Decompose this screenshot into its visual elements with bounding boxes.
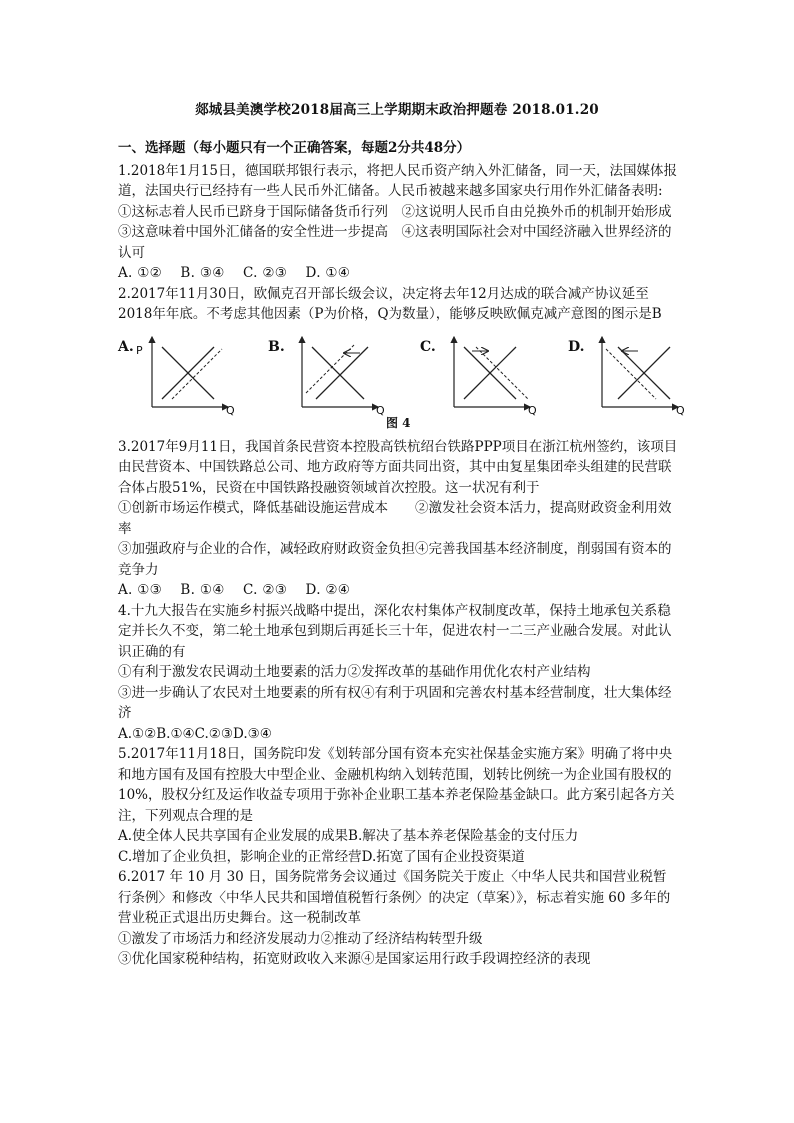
question-5-stem: 5.2017年11月18日，国务院印发《划转部分国有资本充实社保基金实施方案》明确了将中央和地方国有及国有控股大中型企业、金融机构纳入划转范围，划转比例统一为企业国有股权的10%，股权分红及运作收益专项用于弥补企业职工基本养老保险基金缺口。此方案引起各方关注，下列观点合理的是	[118, 746, 675, 824]
panel-a-p-label: P	[136, 343, 143, 357]
section-heading: 一、选择题（每小题只有一个正确答案，每题2分共48分）	[118, 140, 471, 156]
figure-caption: 图 4	[386, 415, 411, 430]
question-2-stem: 2.2017年11月30日，欧佩克召开部长级会议，决定将去年12月达成的联合减产协议延至2018年年底。不考虑其他因素（P为价格，Q为数量），能够反映欧佩克减产意图的图示是B	[118, 285, 662, 322]
panel-b-label: B.	[268, 338, 285, 355]
exam-title: 郯城县美澳学校2018届高三上学期期末政治押题卷 2018.01.20	[195, 102, 599, 118]
demand-curve	[312, 347, 364, 399]
shifted-demand-curve	[606, 349, 656, 399]
shifted-demand-curve	[476, 347, 528, 399]
question-6-items-2: ③优化国家税种结构，拓宽财政收入来源④是国家运用行政手段调控经济的表现	[118, 951, 591, 967]
question-1-stem: 1.2018年1月15日，德国联邦银行表示，将把人民币资产纳入外汇储备，同一天，法国媒体报道，法国央行已经持有一些人民币外汇储备。人民币被越来越多国家央行用作外汇储备表明:	[118, 162, 678, 199]
question-3-stem: 3.2017年9月11日，我国首条民营资本控股高铁杭绍台铁路PPP项目在浙江杭州签约，该项目由民营资本、中国铁路总公司、地方政府等方面共同出资，其中由复星集团牵头组建的民营联合体占股51%，民资在中国铁路投融资领域首次控股。这一状况有利于	[118, 438, 678, 496]
question-1-items: ①这标志着人民币已跻身于国际储备货币行列 ②这说明人民币自由兑换外币的机制开始形成③这意味着中国外汇储备的安全性进一步提高 ④这表明国际社会对中国经济融入世界经济的认可	[118, 203, 672, 261]
question-4-items-2: ③进一步确认了农民对土地要素的所有权④有利于巩固和完善农村基本经营制度，壮大集体经济	[118, 684, 672, 721]
exam-content	[118, 138, 685, 970]
panel-d-q-label: Q	[676, 403, 685, 417]
question-5-options-1: A.使全体人民共享国有企业发展的成果B.解决了基本养老保险基金的支付压力	[118, 828, 579, 844]
panel-a-q-label: Q	[226, 403, 235, 417]
question-4-stem: 4.十九大报告在实施乡村振兴战略中提出，深化农村集体产权制度改革，保持土地承包关系稳定并长久不变，第二轮土地承包到期后再延长三十年，促进农村一二三产业融合发展。对此认识正确的有	[118, 602, 672, 660]
question-6-items-1: ①激发了市场活力和经济发展动力②推动了经济结构转型升级	[118, 930, 483, 947]
shifted-supply-curve	[172, 349, 222, 399]
question-3-items-1: ①创新市场运作模式，降低基础设施运营成本 ②激发社会资本活力，提高财政资金利用效率	[118, 500, 672, 537]
panel-d-label: D.	[568, 338, 585, 355]
figure-4	[118, 331, 685, 431]
panel-d-graph	[602, 337, 678, 407]
panel-a-label: A.	[118, 338, 134, 355]
panel-b-q-label: Q	[376, 403, 385, 417]
supply-curve	[316, 347, 368, 399]
question-4-options: A.①②B.①④C.②③D.③④	[118, 725, 272, 742]
panel-a-graph	[152, 337, 228, 407]
panel-c-label: C.	[420, 338, 436, 355]
question-1-options: A. ①② B. ③④ C. ②③ D. ①④	[118, 265, 351, 281]
question-3-options: A. ①③ B. ①④ C. ②③ D. ②④	[118, 582, 351, 598]
panel-b-graph	[302, 337, 378, 407]
question-3-items-2: ③加强政府与企业的合作，减轻政府财政资金负担④完善我国基本经济制度，削弱国有资本的竞争力	[118, 541, 672, 578]
question-6-stem: 6.2017 年 10 月 30 日，国务院常务会议通过《国务院关于废止〈中华人民共和国营业税暂行条例〉和修改〈中华人民共和国增值税暂行条例〉的决定（草案）》，标志着实施 60 多年的营业税正式退出历史舞台。这一税制改革	[118, 869, 671, 926]
question-5-options-2: C.增加了企业负担，影响企业的正常经营D.拓宽了国有企业投资渠道	[118, 848, 525, 865]
panel-c-graph	[454, 337, 530, 407]
panel-c-q-label: Q	[528, 403, 537, 417]
question-4-items-1: ①有利于激发农民调动土地要素的活力②发挥改革的基础作用优化农村产业结构	[118, 664, 591, 680]
